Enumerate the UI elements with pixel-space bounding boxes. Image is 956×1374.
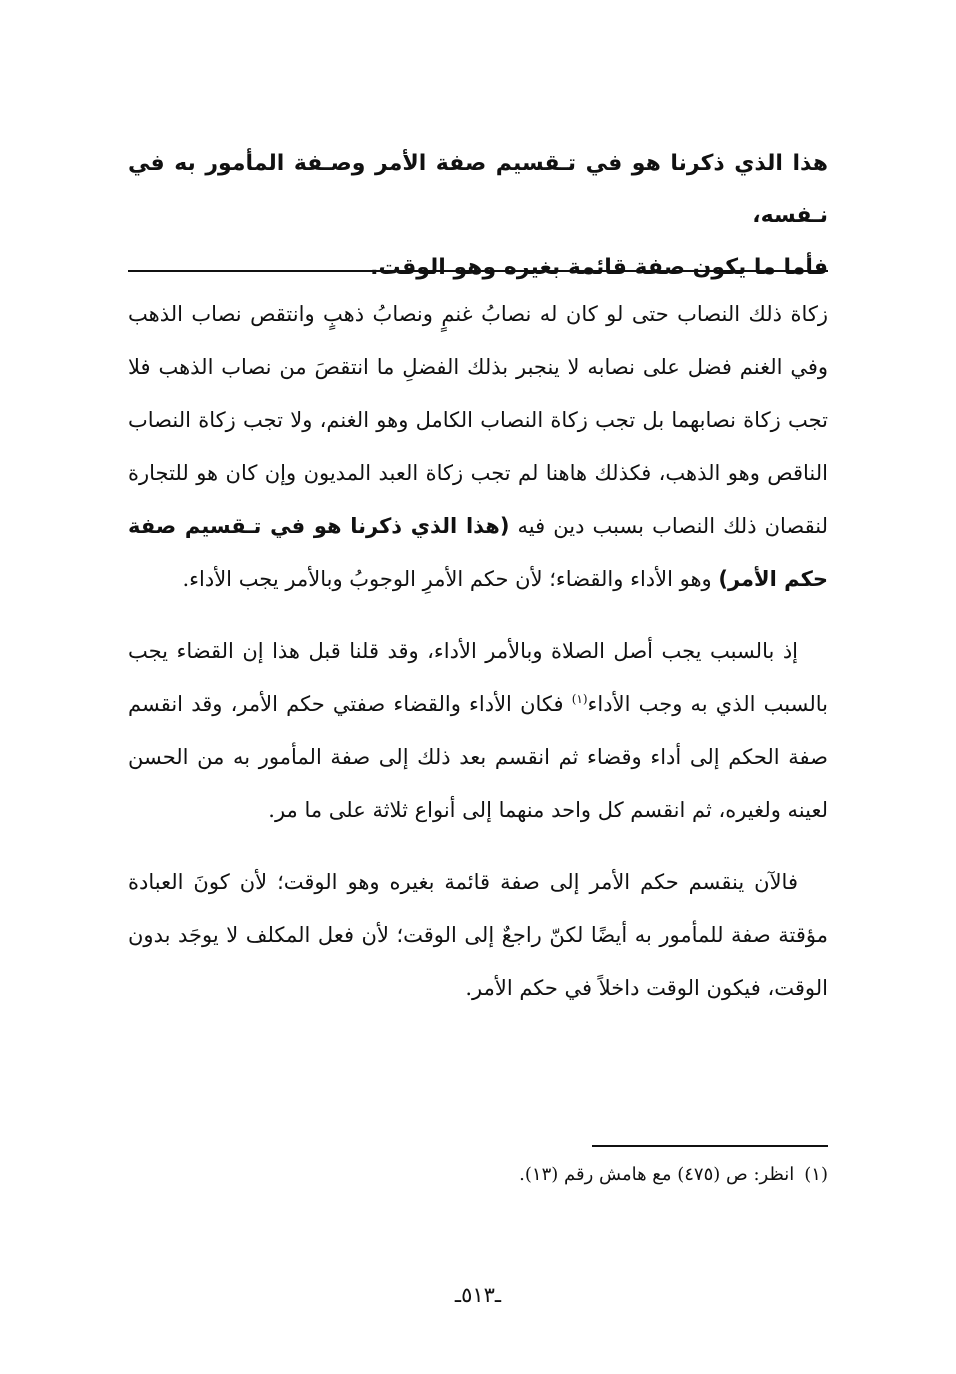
footnote-text: انظر: ص (٤٧٥) مع هامش رقم (١٣). bbox=[519, 1164, 795, 1185]
commentary-p1-bold-quote: (هذا الذي ذكرنا هو في تـقسيم صفة حكم الأمر) bbox=[128, 514, 828, 591]
commentary-paragraph-1 bbox=[128, 288, 828, 606]
footnote-separator-rule bbox=[592, 1145, 828, 1147]
commentary-p2-text: إذ بالسبب يجب أصل الصلاة وبالأمر الأداء، وقد قلنا قبل هذا إن القضاء يجب بالسبب الذي به وجب الأداء bbox=[128, 639, 828, 716]
commentary-paragraph-3: فالآن ينقسم حكم الأمر إلى صفة قائمة بغيره وهو الوقت؛ لأن كونَ العبادة مؤقتة صفة للمأمور به أيضًا لكنّ راجعٌ إلى الوقت؛ لأن فعل المكلف لا يوجَد بدون الوقت، فيكون الوقت داخلاً في حكم الأمر. bbox=[128, 870, 828, 1000]
footnote bbox=[128, 1158, 828, 1192]
matn-line-2: فأما ما يكون صفة قائمة بغيره وهو الوقت. bbox=[370, 255, 828, 280]
commentary-p1-text: زكاة ذلك النصاب حتى لو كان له نصابُ غنمٍ ونصابُ ذهبٍ وانتقص نصاب الذهب وفي الغنم فضل على نصابه لا ينجبر بذلك الفضلِ ما انتقصَ من نصاب الذهب فلا تجب زكاة نصابهما بل تجب زكاة النصاب الكامل وهو الغنم، ولا تجب زكاة النصاب الناقص وهو الذهب، فكذلك هاهنا لم تجب زكاة العبد المديون وإن كان هو للتجارة لنقصان ذلك النصاب بسبب دين فيه bbox=[128, 302, 829, 538]
commentary-paragraph-2 bbox=[128, 625, 828, 837]
page-number: ـ٥١٣ـ bbox=[454, 1283, 502, 1307]
commentary-p1-text-end: وهو الأداء والقضاء؛ لأن حكم الأمرِ الوجوبُ وبالأمر يجب الأداء. bbox=[182, 567, 712, 591]
footnote-number: (١) bbox=[804, 1164, 828, 1185]
commentary-p2-text-end: فكان الأداء والقضاء صفتي حكم الأمر، وقد انقسم صفة الحكم إلى أداء وقضاء ثم انقسم بعد ذلك إلى صفة المأمور به من الحسن لعينه ولغيره، ثم انقسم كل واحد منهما إلى أنواع ثلاثة على ما مر. bbox=[128, 692, 828, 822]
commentary-text bbox=[128, 288, 828, 1034]
matn-line-1: هذا الذي ذكرنا هو في تـقسيم صفة الأمر وصـفة المأمور به في نـفسه، bbox=[128, 151, 828, 228]
footnote-reference[interactable]: (١) bbox=[571, 692, 588, 706]
matn-separator-rule bbox=[128, 270, 828, 272]
